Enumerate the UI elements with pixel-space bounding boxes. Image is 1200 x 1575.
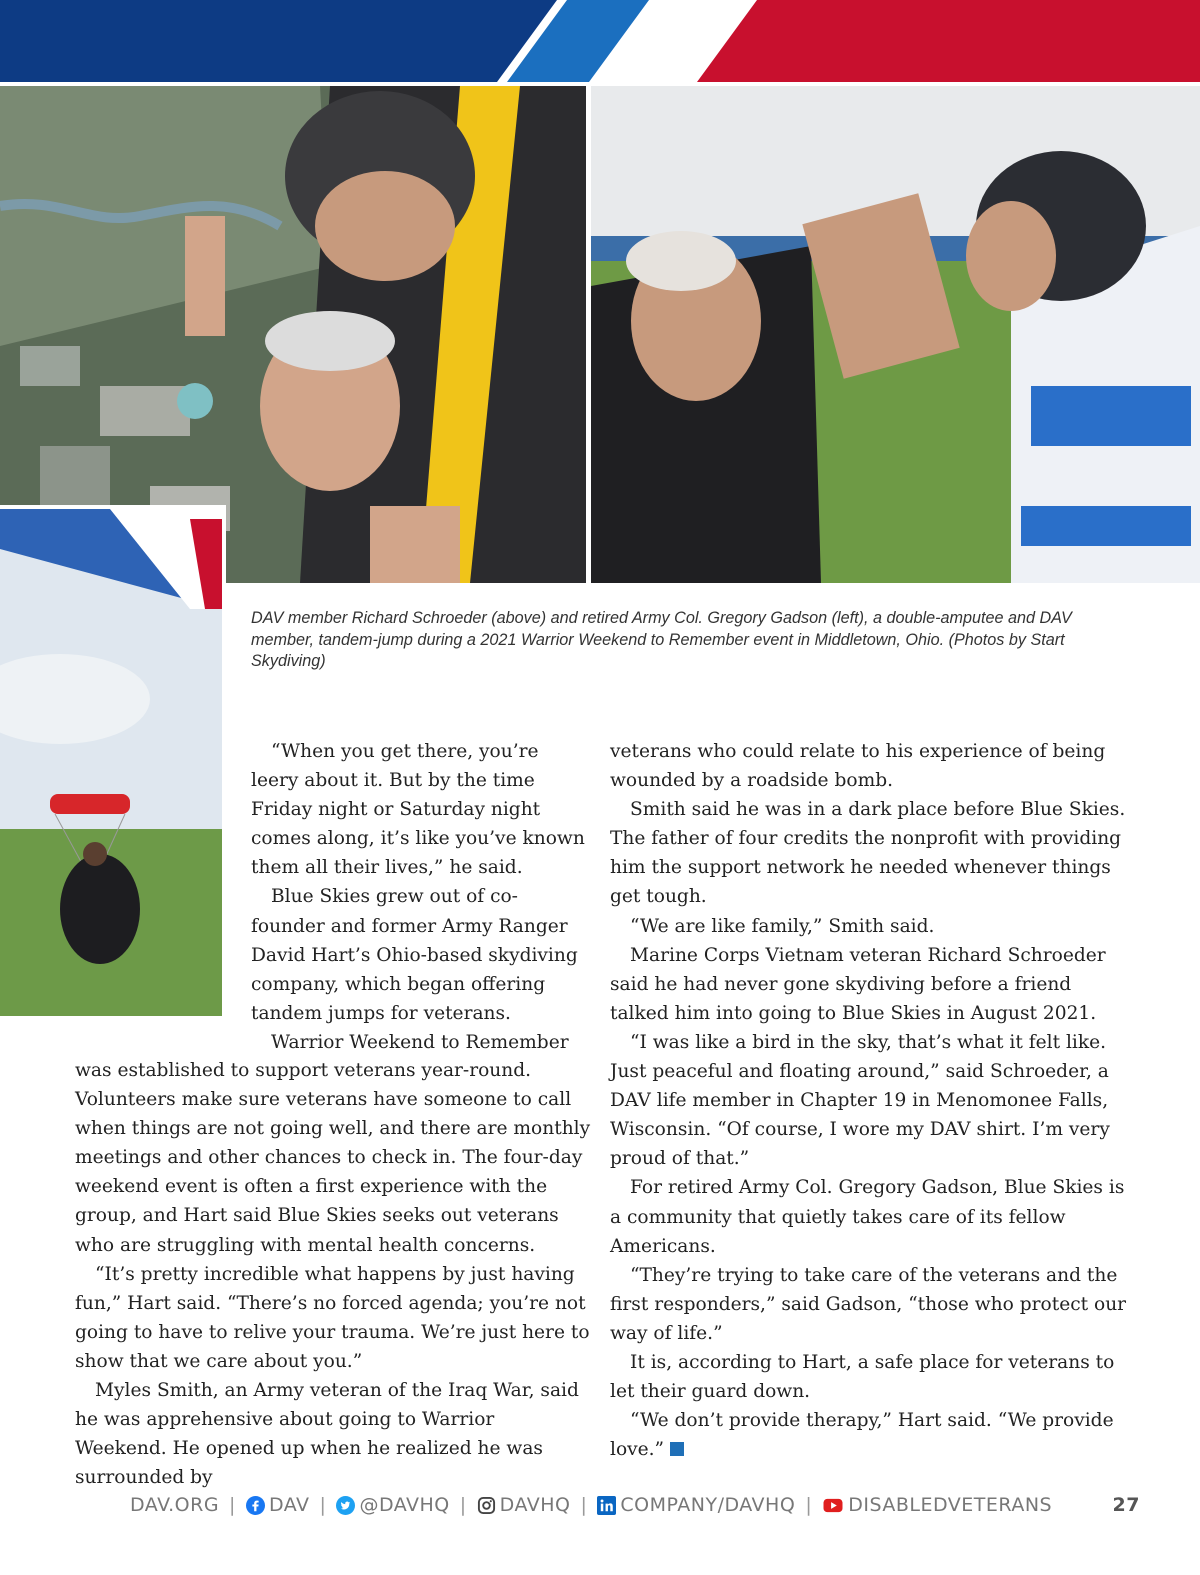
paragraph: “We are like family,” Smith said.: [630, 915, 935, 937]
footer-twitter-handle: @DAVHQ: [359, 1494, 450, 1516]
paragraph: Smith said he was in a dark place before Blue Skies. The father of four credits the nonprofit with providing him the support network he needed whenever things get tough.: [610, 799, 1126, 908]
article-column-left-bottom: [75, 1056, 591, 1492]
page-number: 27: [1112, 1494, 1140, 1516]
page-footer: [130, 1490, 1140, 1520]
footer-separator: |: [319, 1494, 327, 1516]
paragraph: veterans who could relate to his experience of being wounded by a roadside bomb.: [610, 741, 1106, 792]
footer-instagram-link[interactable]: [477, 1494, 571, 1516]
facebook-icon: [246, 1496, 265, 1515]
paragraph: was established to support veterans year-round. Volunteers make sure veterans have someone to call when things are not going well, and there are monthly meetings and other chances to check in. The four-day weekend event is often a first experience with the group, and Hart said Blue Skies seeks out veterans who are struggling with mental health concerns.: [75, 1060, 591, 1256]
footer-twitter-link[interactable]: [336, 1494, 449, 1516]
paragraph: “I was like a bird in the sky, that’s what it felt like. Just peaceful and floating around,” said Schroeder, a DAV life member in Chapter 19 in Menomonee Falls, Wisconsin. “Of course, I wore my DAV shirt. I’m very proud of that.”: [610, 1031, 1110, 1170]
paragraph: Blue Skies grew out of co-founder and former Army Ranger David Hart’s Ohio-based skydiving company, which began offering tandem jumps for veterans.: [251, 886, 578, 1024]
footer-linkedin-link[interactable]: [597, 1494, 795, 1516]
paragraph: “It’s pretty incredible what happens by just having fun,” Hart said. “There’s no forced agenda; you’re not going to have to relive your trauma. We’re just here to show that we care about you.”: [75, 1263, 590, 1372]
footer-facebook-handle: DAV: [268, 1494, 310, 1516]
instagram-icon: [477, 1496, 496, 1515]
paragraph: “When you get there, you’re leery about it. But by the time Friday night or Saturday night comes along, it’s like you’ve known them all their lives,” he said.: [251, 741, 585, 879]
footer-separator: |: [805, 1494, 813, 1516]
article-column-left-top: [251, 737, 591, 1057]
footer-youtube-link[interactable]: [822, 1494, 1052, 1516]
footer-separator: |: [229, 1494, 236, 1516]
twitter-icon: [336, 1496, 355, 1515]
paragraph: “They’re trying to take care of the veterans and the first responders,” said Gadson, “those who protect our way of life.”: [610, 1264, 1127, 1344]
photo-tandem-landing: [0, 505, 226, 1016]
paragraph: Warrior Weekend to Remember: [271, 1031, 569, 1053]
footer-linkedin-handle: COMPANY/DAVHQ: [620, 1494, 796, 1516]
youtube-icon: [822, 1496, 844, 1515]
top-banner: [0, 0, 1200, 82]
footer-facebook-link[interactable]: [246, 1494, 310, 1516]
paragraph: Marine Corps Vietnam veteran Richard Schroeder said he had never gone skydiving before a friend talked him into going to Blue Skies in August 2021.: [610, 944, 1106, 1024]
paragraph: For retired Army Col. Gregory Gadson, Blue Skies is a community that quietly takes care of its fellow Americans.: [610, 1177, 1125, 1257]
linkedin-icon: [597, 1496, 616, 1515]
article-column-right: [610, 737, 1130, 1464]
footer-separator: |: [459, 1494, 467, 1516]
paragraph: Myles Smith, an Army veteran of the Iraq War, said he was apprehensive about going to Warrior Weekend. He opened up when he realized he was surrounded by: [75, 1380, 579, 1489]
footer-separator: |: [580, 1494, 588, 1516]
footer-youtube-handle: DISABLEDVETERANS: [848, 1494, 1053, 1516]
footer-instagram-handle: DAVHQ: [499, 1494, 571, 1516]
footer-site-link[interactable]: DAV.ORG: [130, 1494, 220, 1516]
paragraph: It is, according to Hart, a safe place for veterans to let their guard down.: [610, 1351, 1115, 1403]
paragraph-final-text: “We don’t provide therapy,” Hart said. “We provide love.”: [610, 1410, 1114, 1461]
photo-high-five: [591, 86, 1200, 583]
photo-caption: DAV member Richard Schroeder (above) and retired Army Col. Gregory Gadson (left), a double-amputee and DAV member, tandem-jump during a 2021 Warrior Weekend to Remember event in Middletown, Ohio. (Photos by Start Skydiving): [251, 609, 1072, 670]
paragraph-final: [610, 1406, 1130, 1464]
end-of-article-square-icon: [670, 1442, 684, 1456]
